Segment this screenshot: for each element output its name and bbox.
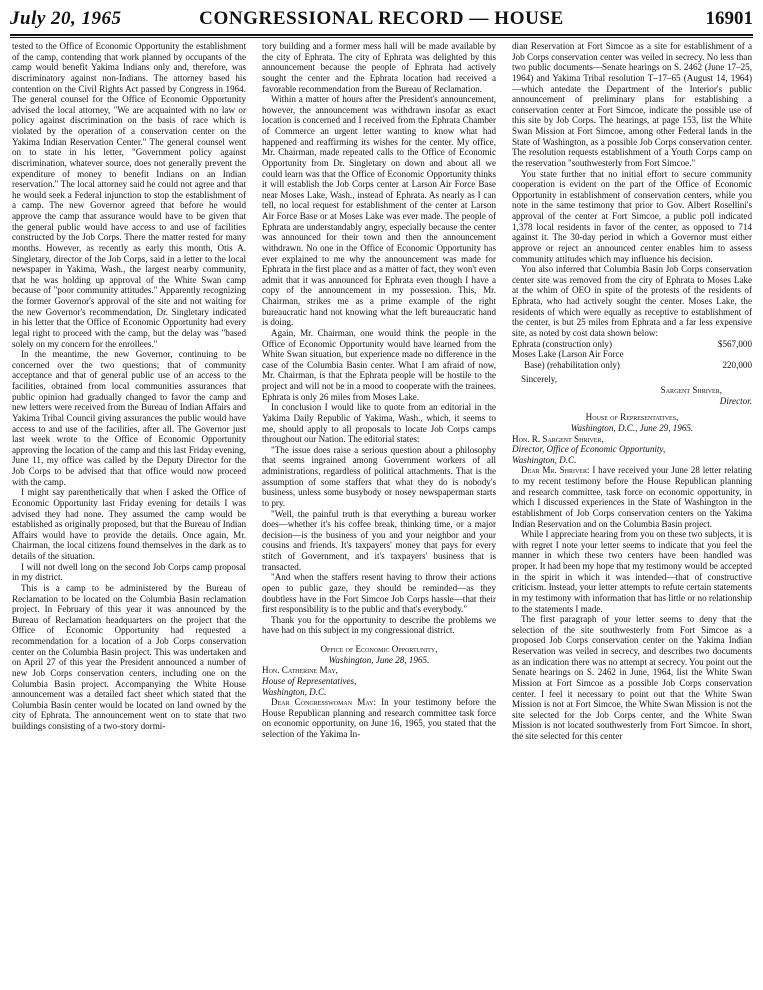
letter2-dateline: Washington, D.C., June 29, 1965. (570, 422, 694, 433)
paragraph: I might say parenthetically that when I asked the Office of Economic Opportunity last Friday evening for details I was advised they had none. They assumed the camp would be established as originally proposed, but that the Bureau of Indian Affairs would have to provide the details. Once again, Mr. Chairman, the local citizens found themselves in the dark as to details of the situation. (12, 487, 246, 561)
letter1-body (262, 697, 496, 740)
paragraph: In the meantime, the new Governor, continuing to be concerned over the two questions; that of community acceptance and that of general public use of an access to the facilities, obtained from local communities assurances that public opinion had gradually changed to favor the camp and new letters were received from the Bureau of Indian Affairs and Yakima Tribal Council giving assurances the public would have access to and use of the facilities, after all. The Governor just last week wrote to the Office of Economic Opportunity approving the location of the camp and this last Friday evening, June 11, my office was called by the Deputy Director for the Job Corps to be advised that that office would now proceed with the camp. (12, 349, 246, 487)
letter1-salutation: Dear Congresswoman May: (271, 697, 376, 708)
letter2-to-name: Hon. R. Sargent Shriver, (512, 433, 604, 444)
header-page-number: 16901 (705, 8, 753, 29)
cost-label: Ephrata (construction only) (512, 338, 613, 349)
quote-paragraph: "And when the staffers resent having to throw their actions open to public gaze, they should be reminded—as they doubtless have in the Fort Simcoe Job Corps hassle—that their first responsibility is to the public and that's everybody." (262, 572, 496, 615)
paragraph: You also inferred that Columbia Basin Job Corps conservation center site was removed from the city of Ephrata to Moses Lake at the whim of OEO in spite of the protests of the residents of Ephrata, who had actively sought the center. Moses Lake, the residents of which were equally as receptive to establishment of the center, is but 25 miles from Ephrata and a far less expensive site, as noted by cost data shown below: (512, 264, 752, 338)
cost-row (512, 360, 752, 371)
quote-paragraph: "The issue does raise a serious question about a philosophy that seems ingrained among Government workers of all administrations, regardless of political attachments. That is the assumption of some staffers that what they do is nobody's business, unless some busybody or nosey newspaperman starts to pry. (262, 444, 496, 508)
paragraph: tested to the Office of Economic Opportunity the establishment of the camp, contending that work planned by occupants of the camp would benefit Yakima Indians only and, therefore, was discriminatory against non-Indians. The attorney based his contention on the Civil Rights Act passed by Congress in 1964. The general counsel for the Office of Economic Opportunity advised the local attorney, "We are acquainted with no law or policy against discrimination on the basis of race which is violated by the operation of a conservation center on the Yakima Indian Reservation Center." The general counsel went on to state in his letter, "Government policy against discrimination, whatever source, does not generally prevent the expenditure of money to benefit Indians on an Indian reservation." The local attorney said he could not agree and that he would seek a Federal injunction to stop the establishment of a camp. The new Governor agreed that before he would approve the camp that assurance would have to be given that the general public would have access to and use of facilities constructed by the Job Corps. There the matter rested for many months. However, as recently as early this month, Otis A. Singletary, director of the Job Corps, said in a letter to the local newspaper in Yakima, Wash., the largest nearby community, that he was holding up approval of the White Swan camp because of "poor community attitudes." Apparently recognizing the former Governor's approval of the site and not waiting for the new Governor's recommendation, Dr. Singletary indicated in his letter that the Office of Economic Opportunity had every legal right to proceed with the camp, but the delay was "based solely on my concern for the enrollees." (12, 41, 246, 349)
signer-title: Director. (719, 395, 752, 406)
letter1-to-org: House of Representatives, (262, 675, 357, 686)
letter2-salutation: Dear Mr. Shriver: (521, 465, 590, 476)
paragraph: dian Reservation at Fort Simcoe as a site for establishment of a Job Corps conservation center was veiled in secrecy. No less than two public documents—Senate hearings on S. 2462 (June 17–25, 1964) and Yakima Tribal resolution T–17–65 (August 14, 1964)—which antedate the Department of the Interior's public announcement of preliminary plans for establishing a conservation center at Fort Simcoe, indicate the possible use of this site by Job Corps. The hearings, at page 153, list the White Swan Mission at Fort Simcoe, among other Federal lands in the State of Washington, as a possible Job Corps conservation center. The resolution requests establishment of a Youth Corps camp on the reservation "southwesterly from Fort Simcoe." (512, 41, 752, 168)
letter1-from: Office of Economic Opportunity, (320, 644, 438, 654)
paragraph: Again, Mr. Chairman, one would think the people in the Office of Economic Opportunity would have learned from the White Swan situation, but experience made no difference in the case of the Columbia Basin center. What I am afraid of now, Mr. Chairman, is that the Ephrata people will be hostile to the project and will not be in a mood to cooperate with the trainees. Ephrata is only 26 miles from Moses Lake. (262, 327, 496, 402)
paragraph: While I appreciate hearing from you on these two subjects, it is with regret I note your letter seems to indicate that you feel the manner in which these two centers have been handled was proper. It had been my hope that my testimony would be accepted in the spirit in which it was intended—that of constructive criticism. Instead, your letter attempts to refute certain statements in my testimony with information that has little or no relationship to the statements I made. (512, 529, 752, 614)
paragraph: tory building and a former mess hall will be made available by the city of Ephrata. The city of Ephrata was delighted by this announcement because the people of Ephrata had actively sought the center and the Ephrata location had received a favorable recommendation from the Bureau of Reclamation. (262, 41, 496, 94)
letter2-from: House of Representatives, (585, 412, 679, 423)
letter1-to-city: Washington, D.C. (262, 686, 327, 697)
column-3 (512, 41, 752, 986)
header-date: July 20, 1965 (10, 8, 122, 29)
paragraph: Within a matter of hours after the President's announcement, however, the announcement was withdrawn insofar as exact location is concerned and I received from the Ephrata Chamber of Commerce an urgent letter wanting to know what had happened and reaffirming its wishes for the center. My office, Mr. Chairman, made repeated calls to the Office of Economic Opportunity from Dr. Singletary on down and about all we could learn was that the Office of Economic Opportunity thinks it will establish the Job Corps center at Larson Air Force Base near Moses Lake, Wash., instead of Ephrata. As nearly as I can tell, no local request for establishment of the center at Larson Air Force Base or at Moses Lake was ever made. The people of Ephrata are understandably angry, especially because the center was announced for their town and then the announcement withdrawn. No one in the Office of Economic Opportunity has ever explained to me why the announcement was made for Ephrata in the first place and as a matter of fact, they won't even admit that it was announced for Ephrata even though I have a copy of the announcement in my possession. This, Mr. Chairman, strikes me as a prime example of the right bureaucratic hand not knowing what the left bureaucratic hand is doing. (262, 94, 496, 328)
quote-paragraph: "Well, the painful truth is that everything a bureau worker does—whether it's his coffee break, thinking time, or a major decision—is the business of you and your neighbor and your cousins and friends. It's taxpayers' money that pays for every stitch of Government, and it's taxpayers' business that is transacted. (262, 508, 496, 572)
letter1-to-name: Hon. Catherine May, (262, 665, 338, 676)
signer-name: Sargent Shriver, (660, 385, 722, 395)
cost-value: 220,000 (722, 359, 752, 370)
cost-label: Moses Lake (Larson Air Force (512, 349, 624, 360)
paragraph: The first paragraph of your letter seems to deny that the selection of the site southwesterly from Fort Simcoe as a proposed Job Corps conservation center on the Yakima Indian Reservation was veiled in secrecy, and describes two documents as an indication there was no attempt at secrecy. You point out the Senate hearings on S. 2462 in June, 1964, list the White Swan Mission at Fort Simcoe as a possible Job Corps conservation center. I feel it necessary to point out that the White Swan Mission is not at Fort Simcoe, the White Swan Mission is not the site selected for the Job Corps center, and the White Swan Mission is not located southwesterly from Fort Simcoe. In short, the site selected for this center (512, 614, 752, 741)
paragraph: This is a camp to be administered by the Bureau of Reclamation to be located on the Columbia Basin reclamation project. In February of this year it was announced by the Bureau of Reclamation headquarters on the project that the Office of Economic Opportunity had requested a recommendation for a location of a Job Corps conservation center on the Columbia Basin project. This was undertaken and on April 27 of this year the President announced a number of new Job Corps conservation centers, including one on the Columbia Basin project. Accompanying the White House announcement was a detailed fact sheet which stated that the Columbia Basin center would be located on land owned by the city of Ephrata. The announcement went on to state that two buildings consisting of a two-story dormi- (12, 582, 246, 731)
cost-value: $567,000 (717, 338, 752, 349)
letter2-to-org: Director, Office of Economic Opportunity, (512, 444, 666, 455)
paragraph: Thank you for the opportunity to describe the problems we have had on this subject in my congressional district. (262, 614, 496, 636)
letter1-body-start: In your testimony before the House Republican planning and research committee task force on economic opportunity, on June 16, 1965, you stated that the selection of the Yakima In- (262, 697, 496, 739)
paragraph: You state further that no initial effort to secure community cooperation is evident on the part of the Office of Economic Opportunity in establishment of conservation centers, while you note in the same testimony that prior to Gov. Albert Rosellini's approval of the center at Fort Simcoe, a public poll indicated 1,378 local residents in favor of the center, as opposed to 714 against it. The 30-day period in which a Governor must either approve or reject an announced center enables him to assess community attitudes which may influence his decision. (512, 168, 752, 264)
page-header (10, 8, 753, 34)
cost-label-cont: Base) (rehabilitation only) (524, 359, 620, 370)
cost-row (512, 349, 752, 360)
letter1-dateline: Washington, June 28, 1965. (328, 654, 430, 665)
header-rule (10, 34, 753, 36)
header-rule-thin (10, 37, 753, 38)
letter2-body-start: I have received your June 28 letter relating to my recent testimony before the House Republican planning and research committee, task force on economic opportunity, in which I discussed experiences in the State of Washington in the establishment of Job Corps conservation centers on the Yakima Indian Reservation and on the Columbia Basin project. (512, 465, 752, 529)
paragraph: I will not dwell long on the second Job Corps camp proposal in my district. (12, 561, 246, 583)
header-title: CONGRESSIONAL RECORD — HOUSE (199, 8, 564, 29)
letter2-to-city: Washington, D.C. (512, 454, 577, 465)
paragraph: In conclusion I would like to quote from an editorial in the Yakima Daily Republic of Yakima, Wash., which, it seems to me, should apply to all proposals to locate Job Corps camps throughout our Nation. The editorial states: (262, 402, 496, 445)
cost-row (512, 339, 752, 350)
closing: Sincerely, (521, 374, 558, 385)
column-1 (12, 41, 246, 986)
letter2-body (512, 465, 752, 529)
column-2 (262, 41, 496, 986)
